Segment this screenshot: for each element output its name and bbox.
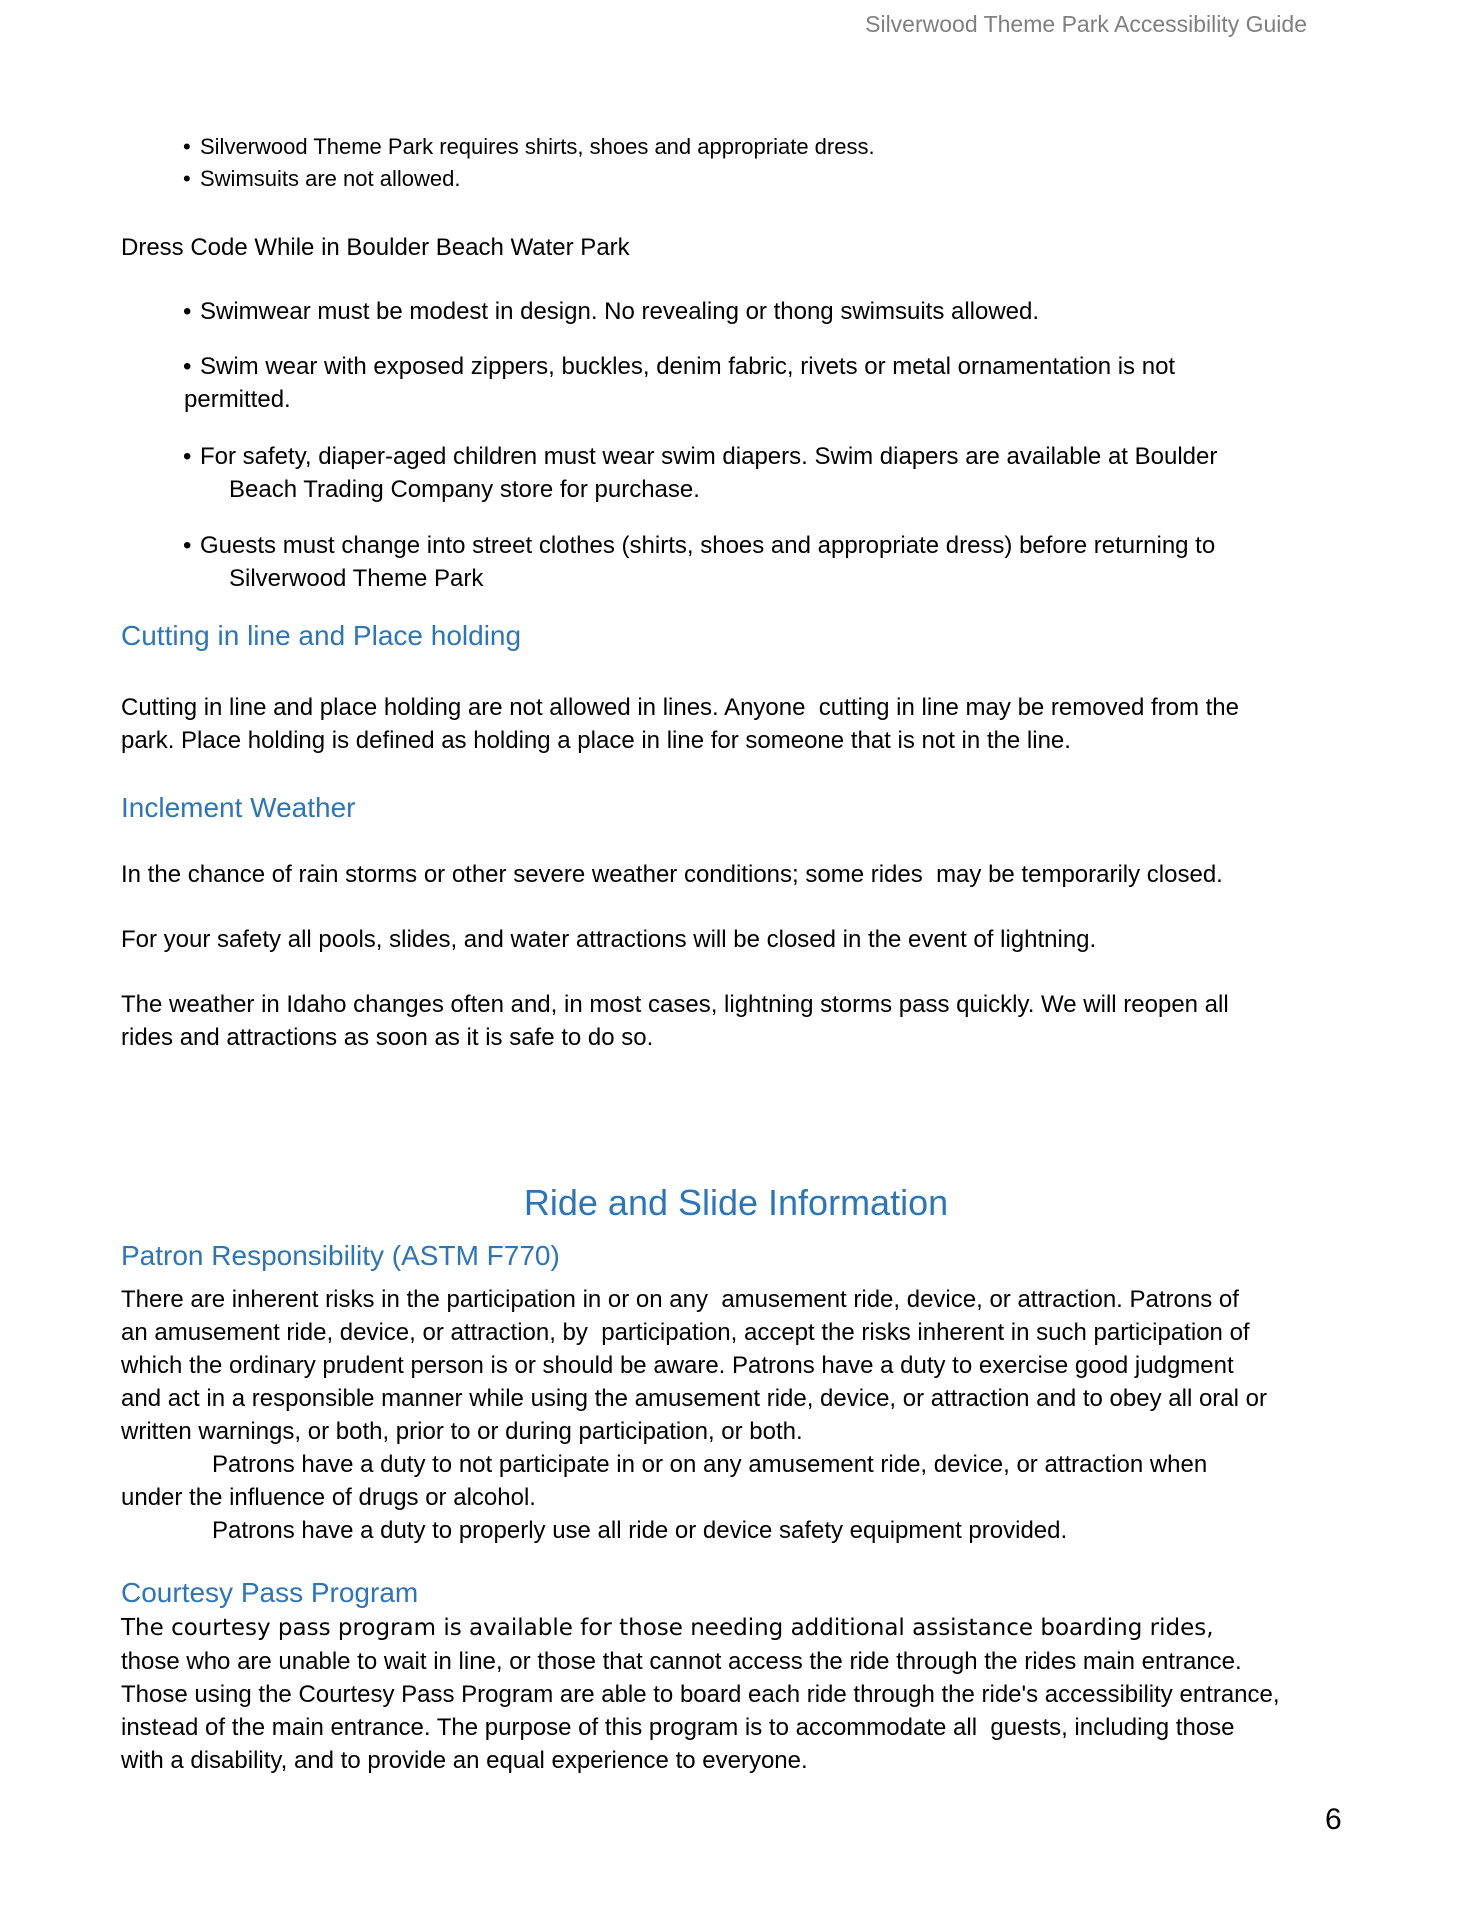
bullet-marker: •	[183, 134, 191, 159]
text-line: rides and attractions as soon as it is safe to do so.	[121, 1024, 654, 1051]
dress-code-heading: Dress Code While in Boulder Beach Water Park	[121, 234, 630, 261]
page-number: 6	[1325, 1803, 1342, 1836]
text-line: The weather in Idaho changes often and, in most cases, lightning storms pass quickly. We will reopen all	[121, 991, 1229, 1018]
bullet-item-text: permitted.	[184, 386, 291, 413]
bullet-item-text: For safety, diaper-aged children must wear swim diapers. Swim diapers are available at Boulder	[200, 443, 1218, 470]
text-line: instead of the main entrance. The purpose of this program is to accommodate all guests, including those	[121, 1714, 1235, 1741]
bullet-item	[121, 529, 1215, 595]
bullet-item-text: Beach Trading Company store for purchase.	[229, 476, 700, 503]
text-line: Cutting in line and place holding are not allowed in lines. Anyone cutting in line may be removed from the	[121, 694, 1240, 721]
bullet-item	[121, 163, 875, 195]
bullet-item-text: Swimsuits are not allowed.	[200, 166, 461, 191]
bullet-item-text: Silverwood Theme Park requires shirts, shoes and appropriate dress.	[200, 134, 875, 159]
bullet-item-text: Swim wear with exposed zippers, buckles, denim fabric, rivets or metal ornamentation is not	[200, 353, 1176, 380]
bullet-item-text: Silverwood Theme Park	[229, 565, 484, 592]
text-line: those who are unable to wait in line, or those that cannot access the ride through the rides main entrance.	[121, 1648, 1242, 1675]
bullet-marker: •	[183, 353, 192, 380]
text-line: park. Place holding is defined as holding a place in line for someone that is not in the line.	[121, 727, 1071, 754]
text-line: written warnings, or both, prior to or during participation, or both.	[121, 1418, 803, 1445]
bullet-item	[121, 295, 1039, 328]
courtesy-pass-paragraph	[121, 1645, 1280, 1777]
bullet-item-text: Guests must change into street clothes (shirts, shoes and appropriate dress) before returning to	[200, 532, 1216, 559]
patron-responsibility-paragraph	[121, 1283, 1267, 1547]
cutting-in-line-heading: Cutting in line and Place holding	[121, 620, 522, 651]
bullet-item	[121, 440, 1217, 506]
bullet-marker: •	[183, 166, 191, 191]
bullet-marker: •	[183, 532, 192, 559]
bullet-item-text: Swimwear must be modest in design. No revealing or thong swimsuits allowed.	[200, 298, 1040, 325]
bullet-marker: •	[183, 443, 192, 470]
courtesy-pass-lead-line: The courtesy pass program is available for those needing additional assistance boarding rides,	[121, 1615, 1214, 1641]
text-line: under the influence of drugs or alcohol.	[121, 1484, 536, 1511]
text-line: an amusement ride, device, or attraction, by participation, accept the risks inherent in such participation of	[121, 1319, 1250, 1346]
patron-responsibility-heading: Patron Responsibility (ASTM F770)	[121, 1240, 560, 1271]
text-line: Patrons have a duty to not participate in or on any amusement ride, device, or attraction when	[212, 1451, 1208, 1478]
courtesy-pass-heading: Courtesy Pass Program	[121, 1577, 419, 1608]
text-line: and act in a responsible manner while using the amusement ride, device, or attraction and to obey all oral or	[121, 1385, 1267, 1412]
page-header-title: Silverwood Theme Park Accessibility Guide	[865, 11, 1307, 37]
weather-paragraph-2: For your safety all pools, slides, and water attractions will be closed in the event of lightning.	[121, 926, 1097, 953]
weather-paragraph-1: In the chance of rain storms or other severe weather conditions; some rides may be temporarily closed.	[121, 861, 1223, 888]
ride-and-slide-heading: Ride and Slide Information	[523, 1182, 949, 1223]
weather-paragraph-3	[121, 988, 1229, 1054]
text-line: with a disability, and to provide an equal experience to everyone.	[121, 1747, 808, 1774]
bullet-item	[121, 131, 875, 163]
intro-bullet-list	[121, 131, 875, 195]
text-line: Patrons have a duty to properly use all ride or device safety equipment provided.	[212, 1517, 1068, 1544]
bullet-item	[121, 350, 1175, 416]
text-line: which the ordinary prudent person is or should be aware. Patrons have a duty to exercise good judgment	[121, 1352, 1234, 1379]
bullet-marker: •	[183, 298, 192, 325]
text-line: Those using the Courtesy Pass Program are able to board each ride through the ride's accessibility entrance,	[121, 1681, 1280, 1708]
text-line: There are inherent risks in the participation in or on any amusement ride, device, or attraction. Patrons of	[121, 1286, 1239, 1313]
inclement-weather-heading: Inclement Weather	[121, 792, 356, 823]
cutting-in-line-paragraph	[121, 691, 1239, 757]
